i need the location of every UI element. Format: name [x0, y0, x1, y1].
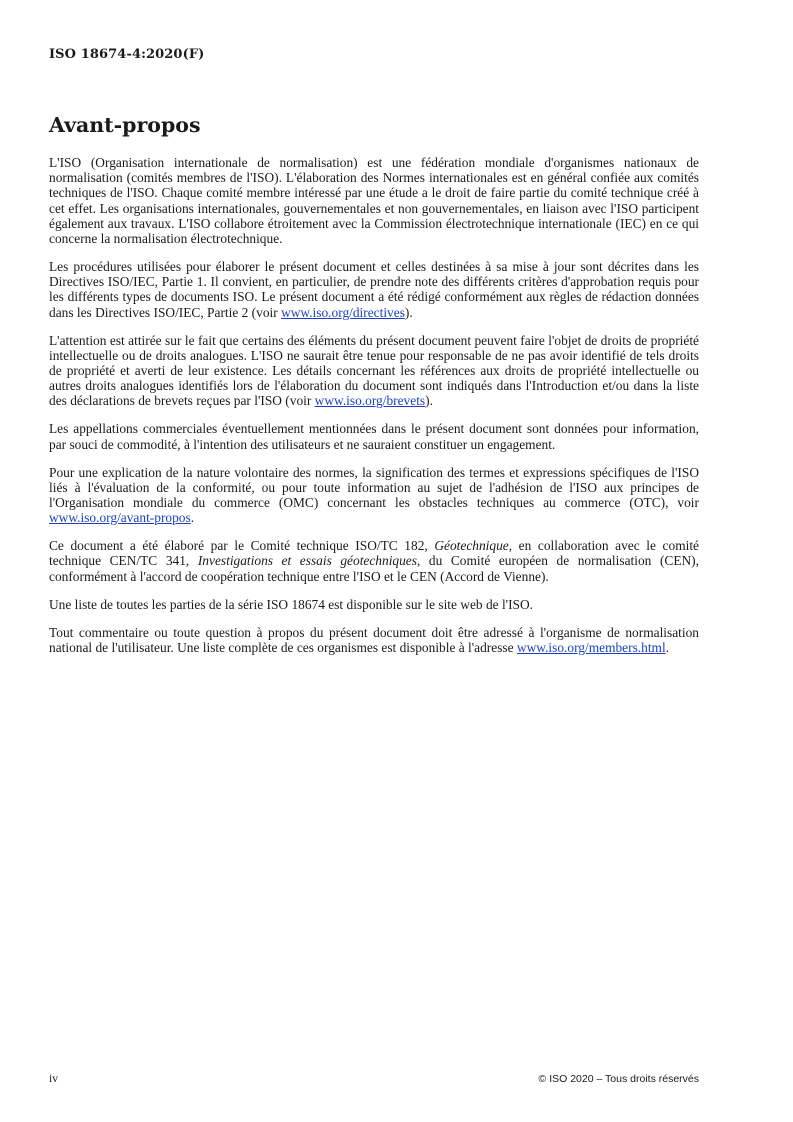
paragraph-trade-names: Les appellations commerciales éventuellement mentionnées dans le présent document sont données pour information, par souci de commodité, à l'intention des utilisateurs et ne sauraient constituer un engagement. — [49, 421, 699, 452]
document-identifier: ISO 18674-4:2020(F) — [49, 47, 205, 62]
page-title: Avant-propos — [49, 113, 201, 137]
paragraph-series-list: Une liste de toutes les parties de la série ISO 18674 est disponible sur le site web de l'ISO. — [49, 596, 534, 612]
paragraph-text: L'attention est attirée sur le fait que certains des éléments du présent document peuvent faire l'objet de droits de propriété intellectuelle ou de droits analogues. L'ISO ne saurait être tenue pour responsable de ne pas avoir identifié de tels droits de propriété et averti de leur existence. Les détails concernant les références aux droits de propriété intellectuelle ou autres droits analogues identifiés lors de l'élaboration du document sont indiqués dans l'Introduction et/ou dans la liste des déclarations de brevets reçues par l'ISO (voir — [49, 332, 699, 409]
paragraph-patents — [49, 333, 699, 409]
document-body — [49, 155, 699, 668]
paragraph-procedures — [49, 259, 699, 320]
paragraph-voluntary-nature — [49, 465, 699, 526]
copyright-notice: © ISO 2020 – Tous droits réservés — [538, 1073, 699, 1085]
paragraph-text: , en collaboration avec le comité technique CEN/TC 341, — [49, 538, 699, 569]
avant-propos-link[interactable]: www.iso.org/avant-propos — [49, 510, 191, 526]
members-link[interactable]: www.iso.org/members.html — [516, 639, 666, 655]
paragraph-text: Tout commentaire ou toute question à propos du présent document doit être adressé à l'organisme de normalisation national de l'utilisateur. Une liste complète de ces organismes est disponible à l'adresse — [49, 624, 699, 655]
cen-committee-title-italic: Investigations et essais géotechniques — [197, 553, 417, 569]
directives-link[interactable]: www.iso.org/directives — [281, 304, 405, 320]
paragraph-text-end: . — [190, 510, 195, 526]
committee-title-italic: Géotechnique — [434, 538, 509, 554]
paragraph-text: Les procédures utilisées pour élaborer le présent document et celles destinées à sa mise à jour sont décrites dans les Directives ISO/IEC, Partie 1. Il convient, en particulier, de prendre note des différents critères d'approbation requis pour les différents types de documents ISO. Le présent document a été rédigé conformément aux règles de rédaction données dans les Directives ISO/IEC, Partie 2 (voir — [49, 259, 699, 320]
paragraph-feedback — [49, 625, 699, 655]
paragraph-iso-intro: L'ISO (Organisation internationale de normalisation) est une fédération mondiale d'organismes nationaux de normalisation (comités membres de l'ISO). L'élaboration des Normes internationales est en général confiée aux comités techniques de l'ISO. Chaque comité membre intéressé par une étude a le droit de faire partie du comité technique créé à cet effet. Les organisations internationales, gouvernementales et non gouvernementales, en liaison avec l'ISO participent également aux travaux. L'ISO collabore étroitement avec la Commission électrotechnique internationale (IEC) en ce qui concerne la normalisation électrotechnique. — [49, 155, 699, 247]
brevets-link[interactable]: www.iso.org/brevets — [314, 393, 426, 409]
paragraph-committee — [49, 538, 699, 584]
page-number: iv — [49, 1073, 58, 1085]
paragraph-text-end: ). — [404, 304, 413, 320]
paragraph-text-end: , du Comité européen de normalisation (CEN), conformément à l'accord de coopération technique entre l'ISO et le CEN (Accord de Vienne). — [49, 553, 699, 584]
paragraph-text-end: . — [665, 639, 670, 655]
paragraph-text: Pour une explication de la nature volontaire des normes, la signification des termes et expressions spécifiques de l'ISO liés à l'évaluation de la conformité, ou pour toute information au sujet de l'adhésion de l'ISO aux principes de l'Organisation mondiale du commerce (OMC) concernant les obstacles techniques au commerce (OTC), voir — [49, 464, 699, 511]
paragraph-text-end: ). — [425, 393, 433, 409]
paragraph-text: Ce document a été élaboré par le Comité technique ISO/TC 182, — [49, 538, 435, 554]
